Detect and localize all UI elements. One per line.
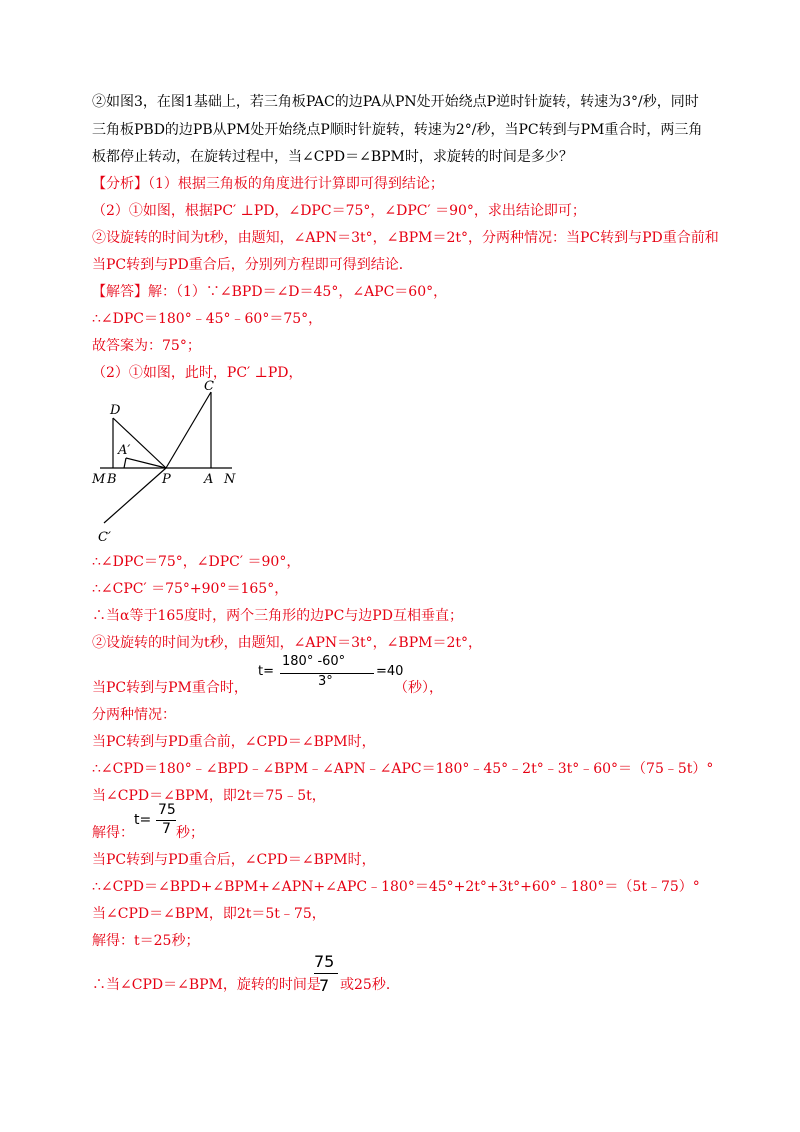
formula-t-label: t=: [258, 664, 274, 679]
solution-line-5: ∴∠DPC＝75°，∠DPC′ ＝90°，: [92, 554, 301, 570]
final-answer-line-start: ∴当∠CPD＝∠BPM，旋转的时间是: [92, 977, 321, 993]
solution-line-11: 当PC转到与PD重合前，∠CPD＝∠BPM时，: [92, 734, 376, 750]
label-p: P: [162, 472, 171, 487]
formula-numerator-2: 75: [158, 802, 176, 818]
analysis-line-3: ②设旋转的时间为t秒，由题知，∠APN＝3t°，∠BPM＝2t°，分两种情况：当PC转到与PD重合前和: [92, 230, 719, 246]
solution-line-4: （2）①如图，此时，PC′ ⊥PD，: [92, 365, 303, 381]
solution-line-15: 当PC转到与PD重合后，∠CPD＝∠BPM时，: [92, 852, 376, 868]
solution-line-16: ∴∠CPD＝∠BPD+∠BPM+∠APN+∠APC﹣180°＝45°+2t°+3t°+60°﹣180°＝（5t﹣75）°: [92, 879, 700, 895]
label-m: M: [92, 472, 106, 487]
question-line-1: ②如图3，在图1基础上，若三角板PAC的边PA从PN处开始绕点P逆时针旋转，转速为3°/秒，同时: [92, 94, 699, 110]
formula-denominator: 3°: [318, 674, 333, 689]
formula-denominator-2: 7: [162, 821, 171, 837]
solution-line-18: 解得：t＝25秒；: [92, 933, 200, 949]
formula-time-to-pm: [258, 654, 404, 690]
solution-line-1: 【解答】解：（1）∵∠BPD＝∠D＝45°，∠APC＝60°，: [92, 284, 448, 300]
question-line-3: 板都停止转动，在旋转过程中，当∠CPD＝∠BPM时，求旋转的时间是多少？: [92, 149, 573, 165]
label-a: A: [204, 472, 214, 487]
formula-result: =40: [376, 664, 404, 679]
solution-line-14: 解得：: [92, 825, 134, 841]
label-d: D: [110, 403, 121, 418]
label-b: B: [107, 472, 117, 487]
label-a-prime: A′: [118, 443, 131, 458]
geometry-figure: [80, 376, 250, 548]
label-n: N: [224, 472, 236, 487]
formula-numerator: 180° -60°: [282, 654, 346, 669]
solution-line-13: 当∠CPD＝∠BPM，即2t＝75﹣5t，: [92, 788, 326, 804]
analysis-line-1: 【分析】（1）根据三角板的角度进行计算即可得到结论；: [92, 176, 444, 192]
label-c-prime: C′: [98, 530, 111, 545]
solution-line-17: 当∠CPD＝∠BPM，即2t＝5t﹣75，: [92, 906, 326, 922]
solution-line-10: 分两种情况：: [92, 707, 176, 723]
final-answer-line-end: 或25秒．: [340, 977, 400, 993]
solution-line-2: ∴∠DPC＝180°﹣45°﹣60°＝75°，: [92, 311, 323, 327]
question-line-2: 三角板PBD的边PB从PM处开始绕点P顺时针旋转，转速为2°/秒，当PC转到与PM重合时，两三角: [92, 122, 703, 138]
fraction-bar-3: [314, 973, 338, 974]
solution-line-14-unit: 秒；: [176, 825, 204, 841]
solution-line-9: 当PC转到与PM重合时，: [92, 680, 248, 696]
line-a-prime-foot: [124, 458, 126, 468]
analysis-line-2: （2）①如图，根据PC′ ⊥PD，∠DPC＝75°，∠DPC′ ＝90°，求出结论即可；: [92, 203, 586, 219]
line-pc: [166, 392, 211, 468]
solution-line-8: ②设旋转的时间为t秒，由题知，∠APN＝3t°，∠BPM＝2t°，: [92, 635, 482, 651]
solution-line-12: ∴∠CPD＝180°﹣∠BPD﹣∠BPM﹣∠APN﹣∠APC＝180°﹣45°﹣2t°﹣3t°﹣60°＝（75﹣5t）°: [92, 761, 714, 777]
analysis-line-4: 当PC转到与PD重合后，分别列方程即可得到结论．: [92, 257, 413, 273]
formula-t-label-2: t=: [134, 812, 152, 828]
solution-line-3: 故答案为：75°；: [92, 338, 201, 354]
solution-line-9-unit: （秒），: [394, 680, 443, 696]
formula-t-75-over-7: [134, 802, 174, 840]
formula-denominator-3: 7: [319, 976, 330, 995]
label-c: C: [204, 379, 214, 394]
solution-line-6: ∴∠CPC′ ＝75°+90°＝165°，: [92, 581, 289, 597]
formula-numerator-3: 75: [314, 952, 335, 971]
solution-line-7: ∴当α等于165度时，两个三角形的边PC与边PD互相垂直；: [92, 608, 463, 624]
